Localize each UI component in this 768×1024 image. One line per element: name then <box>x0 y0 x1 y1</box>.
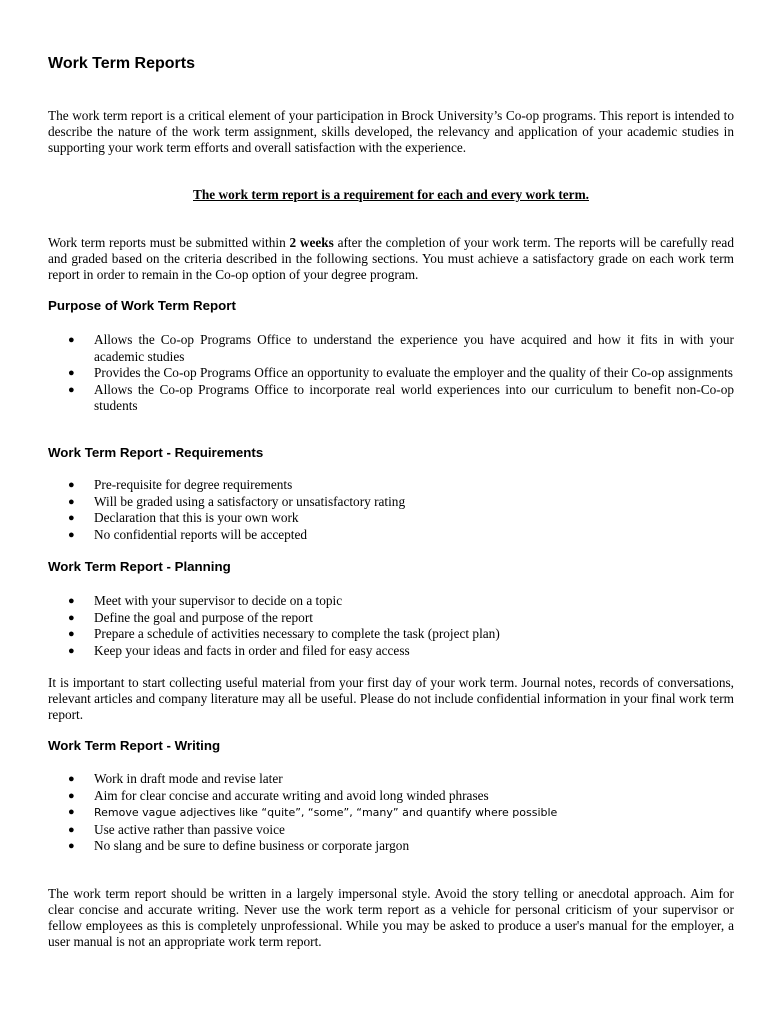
list-item <box>48 838 734 855</box>
writing-heading: Work Term Report - Writing <box>48 738 221 753</box>
list-item <box>48 494 734 511</box>
planning-heading: Work Term Report - Planning <box>48 559 231 574</box>
list-item-text: Provides the Co-op Programs Office an opportunity to evaluate the employer and the quality of their Co-op assignments <box>94 365 733 380</box>
bullet-icon: ● <box>68 367 75 379</box>
list-item <box>48 365 734 382</box>
bullet-icon: ● <box>68 595 75 607</box>
submission-text-after: after the completion of your work term. The reports will be carefully read and graded based on the criteria described in the following sections. You must achieve a satisfactory grade on each work term report in order to remain in the Co-op option of your degree program. <box>48 235 734 282</box>
bullet-icon: ● <box>68 628 75 640</box>
list-item <box>48 788 734 805</box>
bullet-icon: ● <box>68 644 75 657</box>
list-item <box>48 771 734 788</box>
bullet-icon: ● <box>68 611 75 624</box>
closing-paragraph: The work term report should be written in a largely impersonal style. Avoid the story telling or anecdotal approach. Aim for clear concise and accurate writing. Never use the work term report as a vehicle for personal criticism of your supervisor or fellow employees as this is completely unprofessional. While you may be asked to produce a user's manual for the employer, a user manual is not an appropriate work term report. <box>48 886 734 949</box>
list-item-text: Define the goal and purpose of the report <box>94 609 313 625</box>
list-item <box>48 804 734 822</box>
planning-note: It is important to start collecting useful material from your first day of your work term. Journal notes, records of conversations, relevant articles and company literature may all be useful. Please do not include confidential information in your final work term report. <box>48 675 734 722</box>
requirements-list <box>48 477 734 543</box>
bullet-icon: ● <box>68 789 75 802</box>
bullet-icon: ● <box>68 806 75 818</box>
list-item-text: Declaration that this is your own work <box>94 510 299 525</box>
bullet-icon: ● <box>68 334 75 346</box>
bullet-icon: ● <box>68 823 75 836</box>
list-item <box>48 527 734 544</box>
submission-paragraph <box>48 235 734 283</box>
bullet-icon: ● <box>68 479 75 491</box>
list-item <box>48 510 734 527</box>
list-item-text: Remove vague adjectives like “quite”, “some”, “many” and quantify where possible <box>94 806 558 819</box>
list-item-text: Pre-requisite for degree requirements <box>94 477 293 492</box>
list-item-text: Allows the Co-op Programs Office to incorporate real world experiences into our curriculum to benefit non-Co-op students <box>94 381 734 413</box>
intro-paragraph: The work term report is a critical element of your participation in Brock University’s Co-op programs. This report is intended to describe the nature of the work term assignment, skills developed, the relevancy and application of your academic studies in supporting your work term efforts and overall satisfaction with the experience. <box>48 108 734 155</box>
list-item-text: Will be graded using a satisfactory or unsatisfactory rating <box>94 493 406 509</box>
bullet-icon: ● <box>68 528 75 541</box>
list-item <box>48 626 734 643</box>
purpose-heading: Purpose of Work Term Report <box>48 298 236 313</box>
submission-deadline: 2 weeks <box>289 235 334 250</box>
requirement-statement: The work term report is a requirement for each and every work term. <box>193 187 589 202</box>
list-item <box>48 332 734 365</box>
list-item <box>48 822 734 839</box>
list-item-text: Allows the Co-op Programs Office to understand the experience you have acquired and how it fits in with your academic studies <box>94 332 734 364</box>
list-item-text: No confidential reports will be accepted <box>94 526 308 542</box>
requirements-heading: Work Term Report - Requirements <box>48 445 264 460</box>
list-item-text: Prepare a schedule of activities necessary to complete the task (project plan) <box>94 626 500 641</box>
list-item <box>48 610 734 627</box>
list-item-text: No slang and be sure to define business or corporate jargon <box>94 838 410 853</box>
purpose-list <box>48 332 734 415</box>
list-item-text: Aim for clear concise and accurate writing and avoid long winded phrases <box>94 787 489 803</box>
list-item <box>48 477 734 494</box>
bullet-icon: ● <box>68 383 75 396</box>
bullet-icon: ● <box>68 512 75 524</box>
bullet-icon: ● <box>68 495 75 508</box>
list-item <box>48 643 734 660</box>
bullet-icon: ● <box>68 773 75 785</box>
list-item <box>48 593 734 610</box>
submission-text-before: Work term reports must be submitted within <box>48 235 290 250</box>
bullet-icon: ● <box>68 840 75 852</box>
list-item <box>48 382 734 415</box>
list-item-text: Use active rather than passive voice <box>94 821 285 837</box>
planning-list <box>48 593 734 659</box>
list-item-text: Keep your ideas and facts in order and filed for easy access <box>94 642 410 658</box>
list-item-text: Meet with your supervisor to decide on a topic <box>94 593 343 608</box>
list-item-text: Work in draft mode and revise later <box>94 771 283 786</box>
page-title: Work Term Reports <box>48 55 195 72</box>
writing-list <box>48 771 734 855</box>
